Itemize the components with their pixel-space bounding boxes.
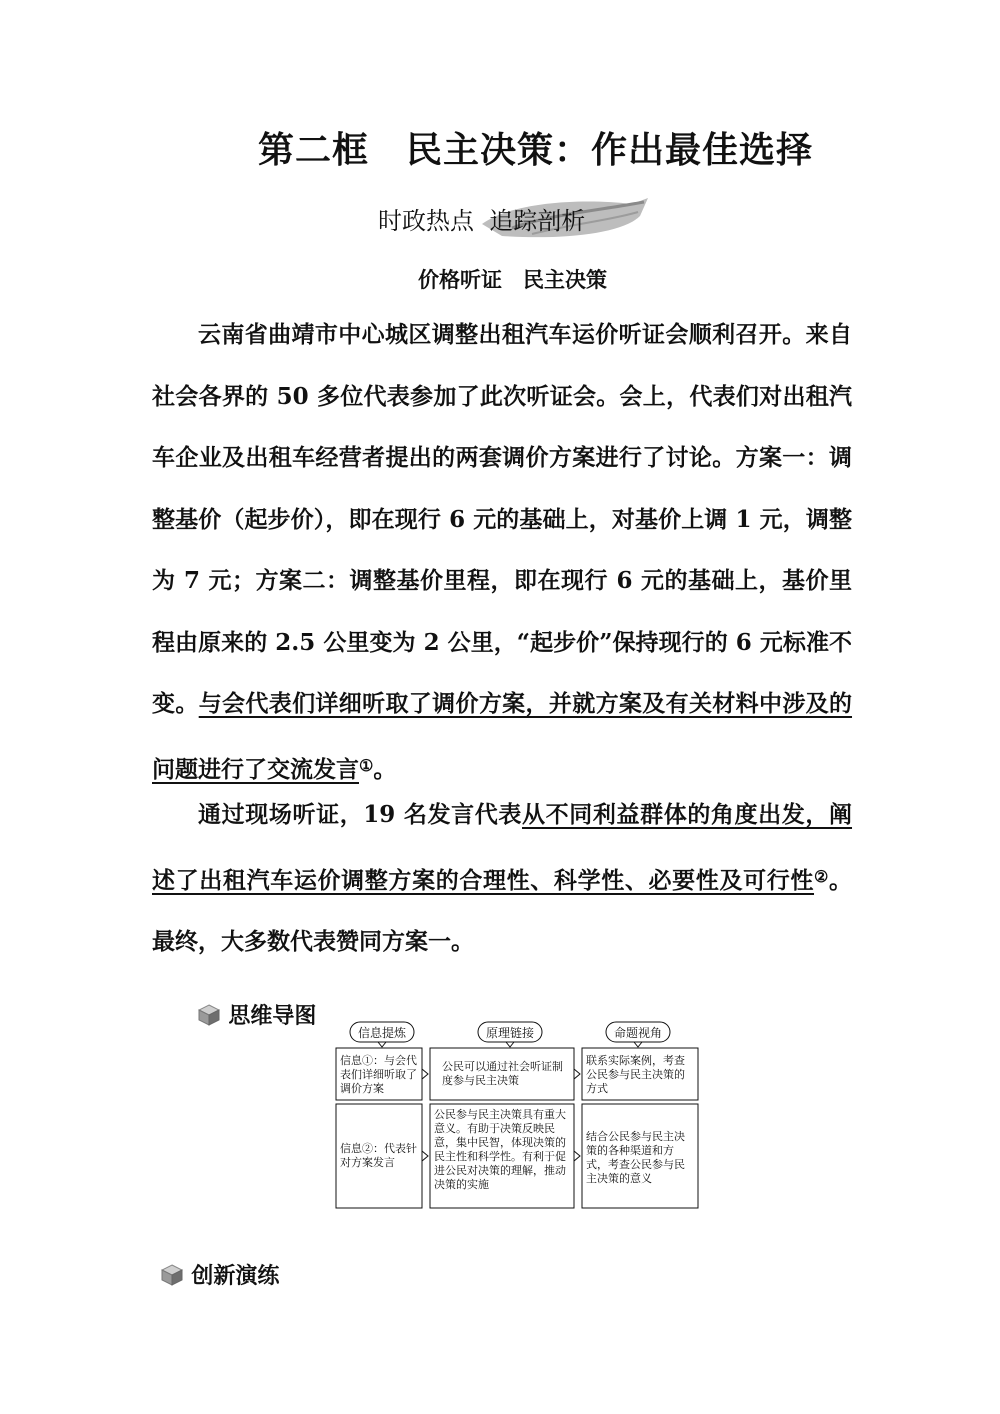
paragraph-1	[152, 304, 852, 800]
section-banner	[362, 194, 652, 244]
paragraph-1-text: 云南省曲靖市中心城区调整出租汽车运价听证会顺利召开。来自社会各界的 50 多位代表参加了此次听证会。会上，代表们对出租汽车企业及出租车经营者提出的两套调价方案进行了讨论。方案一：调整基价（起步价），即在现行 6 元的基础上，对基价上调 1 元，调整为 7 元；方案二：调整基价里程，即在现行 6 元的基础上，基价里程由原来的 2.5 公里变为 2 公里，“起步价”保持现行的 6 元标准不变。	[152, 321, 852, 717]
underlined-info-1: 与会代表们详细听取了调价方案，并就方案及有关材料中涉及的问题进行了交流发言	[152, 690, 853, 783]
mind-map-row1-perspective: 联系实际案例，考查公民参与民主决策的方式	[586, 1054, 685, 1095]
mind-map-row2-info: 信息②：代表针对方案发言	[340, 1142, 417, 1169]
section-mind-map-heading	[183, 974, 316, 1030]
section-practice-label: 创新演练	[191, 1264, 280, 1289]
paragraph-2	[152, 784, 852, 973]
article-subheading: 价格听证 民主决策	[418, 268, 607, 292]
mind-map-header-principle: 原理链接	[485, 1026, 534, 1040]
paragraph-1-end: 。	[373, 755, 397, 783]
mark-2: ②	[814, 866, 830, 886]
mind-map-row2-principle: 公民参与民主决策具有重大意义。有助于决策反映民意，集中民智，体现决策的民主性和科学性。有利于促进公民对决策的理解，推动决策的实施	[434, 1108, 566, 1191]
banner-text: 时政热点 追踪剖析	[378, 207, 586, 235]
section-mind-map-label: 思维导图	[228, 1004, 317, 1029]
mind-map-row1-info: 信息①：与会代表们详细听取了调价方案	[340, 1054, 417, 1095]
cube-icon	[161, 1264, 183, 1286]
mind-map-header-perspective: 命题视角	[613, 1026, 662, 1040]
mind-map-header-info: 信息提炼	[357, 1026, 406, 1040]
paragraph-2-after: 。最终，大多数代表赞同方案一。	[152, 866, 853, 955]
mark-1: ①	[359, 755, 374, 775]
paragraph-2-before: 通过现场听证，19 名发言代表	[198, 801, 523, 828]
underlined-info-2: 从不同利益群体的角度出发，阐述了出租汽车运价调整方案的合理性、科学性、必要性及可行性	[152, 801, 853, 894]
mind-map-row1-principle: 公民可以通过社会听证制度参与民主决策	[442, 1060, 563, 1087]
mind-map-diagram	[332, 1018, 702, 1214]
page-title: 第二框 民主决策：作出最佳选择	[258, 129, 814, 171]
section-practice-heading	[146, 1234, 279, 1290]
cube-icon	[198, 1004, 220, 1026]
mind-map-row2-perspective: 结合公民参与民主决策的各种渠道和方式，考查公民参与民主决策的意义	[586, 1130, 685, 1185]
